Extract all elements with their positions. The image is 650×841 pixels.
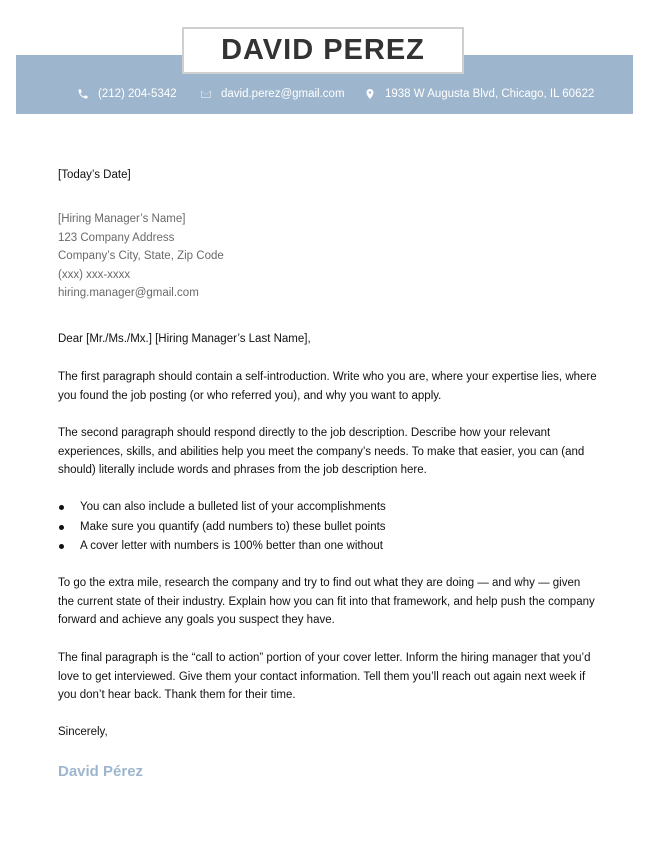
recipient-city: Company’s City, State, Zip Code [58, 250, 224, 263]
paragraph-4 [58, 649, 598, 705]
list-item: You can also include a bulleted list of your accomplishments [58, 498, 598, 518]
phone-text: (212) 204-5342 [98, 88, 177, 100]
recipient-email: hiring.manager@gmail.com [58, 287, 199, 300]
recipient-name: [Hiring Manager’s Name] [58, 213, 186, 225]
list-item: Make sure you quantify (add numbers to) these bullet points [58, 518, 598, 538]
location-pin-icon [364, 88, 376, 100]
applicant-name: DAVID PEREZ [221, 34, 425, 66]
bullet-list [58, 498, 598, 557]
envelope-icon [200, 88, 212, 100]
salutation-text: Dear [Mr./Ms./Mx.] [Hiring Manager’s Last Name], [58, 333, 311, 345]
paragraph-3 [58, 574, 598, 630]
date-text: [Today’s Date] [58, 169, 131, 181]
address-text: 1938 W Augusta Blvd, Chicago, IL 60622 [385, 88, 595, 100]
paragraph-4-text: The final paragraph is the “call to action” portion of your cover letter. Inform the hiring manager that you’d love to get interviewed. Give them your contact information. Tell them you’ll reach out again next week if you don’t hear back. Thank them for their time. [58, 652, 591, 702]
contact-email [200, 86, 345, 102]
recipient-block [58, 210, 598, 303]
email-text[interactable]: david.perez@gmail.com [221, 88, 345, 100]
closing-text: Sincerely, [58, 726, 108, 738]
contact-phone [77, 86, 177, 102]
salutation [58, 330, 598, 349]
paragraph-2-text: The second paragraph should respond directly to the job description. Describe how your relevant experiences, skills, and abilities help you meet the company’s needs. To make that easier, you can (and should) literally include words and phrases from the job description here. [58, 427, 585, 477]
signature: David Pérez [58, 763, 144, 780]
recipient-address: 123 Company Address [58, 231, 175, 244]
name-box [182, 27, 464, 74]
letter-date [58, 166, 598, 185]
paragraph-1-text: The first paragraph should contain a self-introduction. Write who you are, where your expertise lies, where you found the job posting (or who referred you), and why you want to apply. [58, 371, 597, 402]
paragraph-2 [58, 424, 598, 480]
phone-icon [77, 88, 89, 100]
recipient-phone: (xxx) xxx-xxxx [58, 268, 131, 281]
paragraph-1 [58, 368, 598, 405]
paragraph-3-text: To go the extra mile, research the company and try to find out what they are doing — and why — given the current state of their industry. Explain how you can fit into that framework, and help push the company forward and achieve any goals you suspect they have. [58, 577, 595, 627]
closing [58, 723, 598, 742]
contact-address [364, 86, 594, 102]
list-item: A cover letter with numbers is 100% better than one without [58, 537, 598, 557]
